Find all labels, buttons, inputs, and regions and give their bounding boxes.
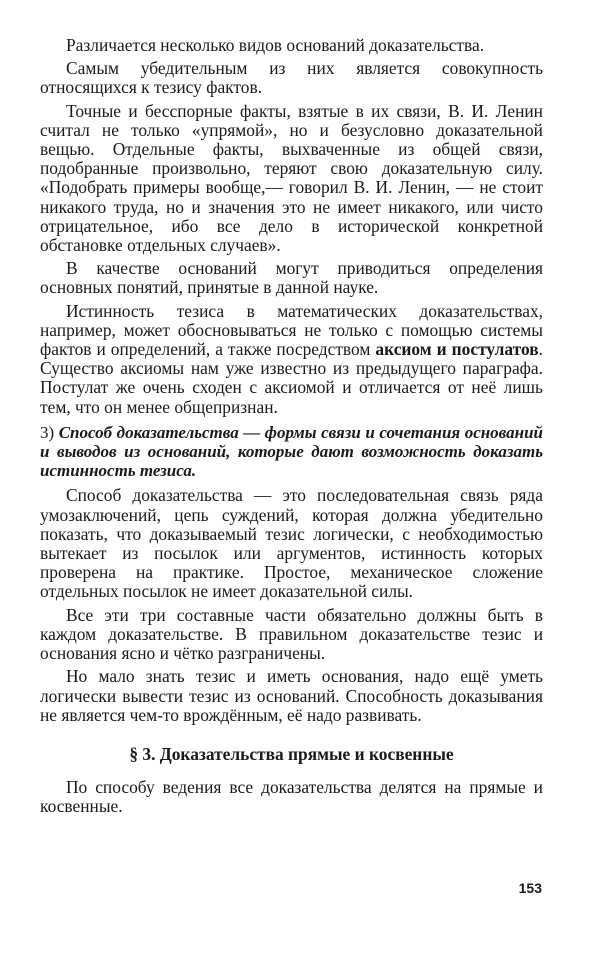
paragraph-4: В качестве оснований могут приводиться определения основных понятий, принятые в данной науке. bbox=[40, 258, 543, 298]
paragraph-5-before: Истинность тезиса в математических доказательствах, например, может обосновываться не только с помощью системы фактов и определений, а также посредством bbox=[40, 300, 543, 360]
page-body bbox=[40, 36, 543, 821]
rule-3 bbox=[40, 423, 543, 481]
rule-3-number: 3) bbox=[40, 422, 55, 442]
paragraph-3: Точные и бесспорные факты, взятые в их связи, В. И. Ленин считал не только «упрямой», но и безусловно доказательной вещью. Отдельные факты, выхваченные из общей связи, подобранные произвольно, теряют свою доказательную силу. «Подобрать примеры вообще,— говорил В. И. Ленин, — не стоит никакого труда, но и значения это не имеет никакого, или чисто отрицательное, ибо все дело в исторической конкретной обстановке отдельных случаев». bbox=[40, 100, 543, 256]
paragraph-7: Все эти три составные части обязательно должны быть в каждом доказательстве. В правильном доказательстве тезис и основания ясно и чётко разграничены. bbox=[40, 604, 543, 664]
paragraph-1: Различается несколько видов оснований доказательства. bbox=[66, 35, 485, 55]
axioms-term: аксиом и постулатов bbox=[375, 339, 539, 360]
paragraph-5-after: . Существо аксиомы нам уже известно из предыдущего параграфа. Постулат же очень сходен с аксиомой и отличается от неё лишь тем, что он менее общепризнан. bbox=[40, 339, 543, 417]
paragraph-2: Самым убедительным из них является совокупность относящихся к тезису фактов. bbox=[40, 58, 543, 98]
paragraph-8: Но мало знать тезис и иметь основания, надо ещё уметь логически вывести тезис из оснований. Способность доказывания не является чем-то врождённым, её надо развивать. bbox=[40, 666, 543, 725]
rule-3-text: Способ доказательства — формы связи и сочетания оснований и выводов из оснований, которые дают возможность доказать истинность тезиса. bbox=[40, 422, 544, 481]
section-heading: § 3. Доказательства прямые и косвенные bbox=[129, 743, 454, 764]
paragraph-6: Способ доказательства — это последовательная связь ряда умозаключений, цепь суждений, которая должна убедительно показать, что доказываемый тезис логически, с необходимостью вытекает из посылок или аргументов, истинность которых проверена на практике. Простое, механическое сложение отдельных посылок не имеет доказательной силы. bbox=[40, 485, 543, 602]
page-number: 153 bbox=[518, 880, 542, 896]
paragraph-5 bbox=[40, 302, 543, 417]
paragraph-9: По способу ведения все доказательства делятся на прямые и косвенные. bbox=[40, 777, 543, 817]
